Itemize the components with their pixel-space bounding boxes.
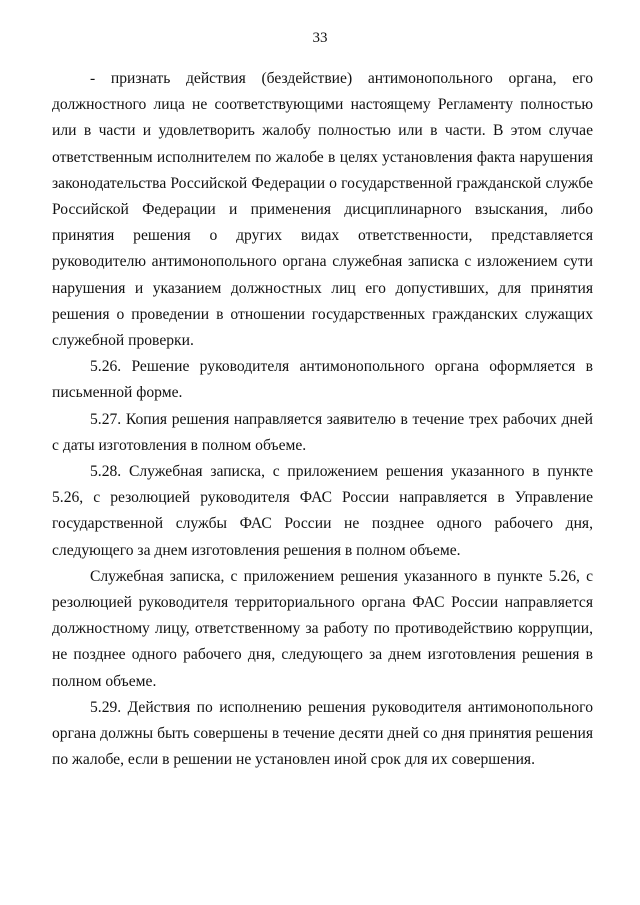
document-body <box>52 66 593 773</box>
page-number: 33 <box>312 30 328 46</box>
paragraph-5-28: 5.28. Служебная записка, с приложением решения указанного в пункте 5.26, с резолюцией руководителя ФАС России направляется в Управление государственной службы ФАС России не позднее одного рабочего дня, следующего за днем изготовления решения в полном объеме. <box>52 463 593 559</box>
paragraph-5-27: 5.27. Копия решения направляется заявителю в течение трех рабочих дней с даты изготовления в полном объеме. <box>52 410 593 454</box>
paragraph-5-28-territorial: Служебная записка, с приложением решения указанного в пункте 5.26, с резолюцией руководителя территориального органа ФАС России направляется должностному лицу, ответственному за работу по противодействию коррупции, не позднее одного рабочего дня, следующего за днем изготовления решения в полном объеме. <box>52 567 593 690</box>
paragraph-5-26: 5.26. Решение руководителя антимонопольного органа оформляется в письменной форме. <box>52 358 593 402</box>
paragraph-decision-dash-item: - признать действия (бездействие) антимонопольного органа, его должностного лица не соответствующими настоящему Регламенту полностью или в части и удовлетворить жалобу полностью или в части. В этом случае ответственным исполнителем по жалобе в целях установления факта нарушения законодательства Российской Федерации о государственной гражданской службе Российской Федерации и применения дисциплинарного взыскания, либо принятия решения о других видах ответственности, представляется руководителю антимонопольного органа служебная записка с изложением сути нарушения и указанием должностных лиц его допустивших, для принятия решения о проведении в отношении государственных гражданских служащих служебной проверки. <box>52 70 593 350</box>
paragraph-5-29: 5.29. Действия по исполнению решения руководителя антимонопольного органа должны быть совершены в течение десяти дней со дня принятия решения по жалобе, если в решении не установлен иной срок для их совершения. <box>52 698 593 769</box>
